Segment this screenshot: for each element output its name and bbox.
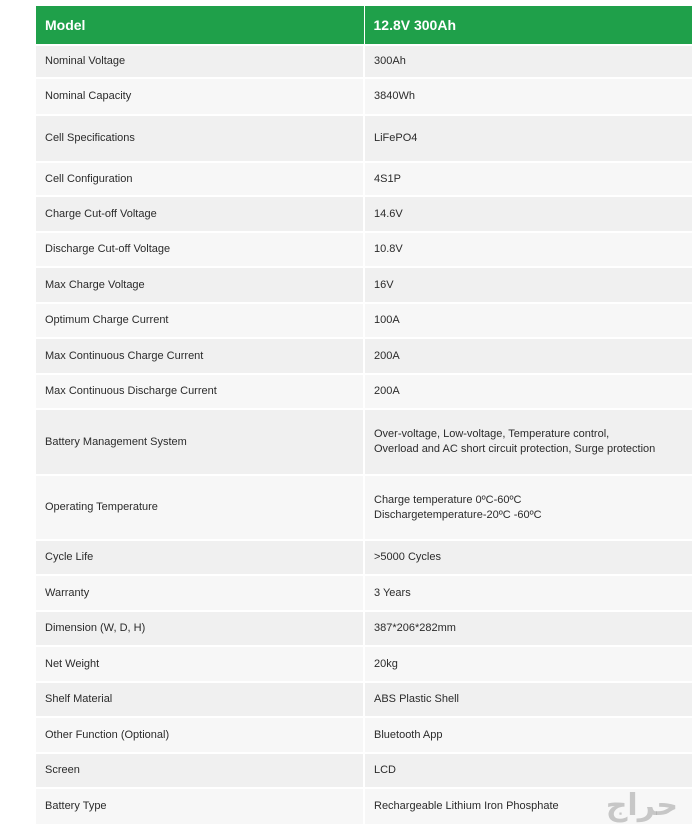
row-label: Dimension (W, D, H) — [36, 611, 364, 646]
table-row — [36, 717, 692, 753]
row-value — [364, 409, 692, 475]
row-value: >5000 Cycles — [364, 540, 692, 575]
table-row — [36, 338, 692, 374]
table-row — [36, 575, 692, 611]
row-value: 3840Wh — [364, 78, 692, 115]
row-label: Cell Specifications — [36, 115, 364, 162]
row-value: 300Ah — [364, 45, 692, 78]
row-label: Discharge Cut-off Voltage — [36, 232, 364, 267]
row-value: 14.6V — [364, 196, 692, 232]
row-value: LiFePO4 — [364, 115, 692, 162]
table-row — [36, 45, 692, 78]
row-label: Nominal Voltage — [36, 45, 364, 78]
table-row — [36, 196, 692, 232]
table-row — [36, 682, 692, 717]
row-label: Cycle Life — [36, 540, 364, 575]
table-row — [36, 374, 692, 409]
row-label: Screen — [36, 753, 364, 788]
table-row — [36, 267, 692, 303]
row-label: Max Charge Voltage — [36, 267, 364, 303]
row-label: Charge Cut-off Voltage — [36, 196, 364, 232]
row-value: Rechargeable Lithium Iron Phosphate — [364, 788, 692, 824]
row-label: Max Continuous Charge Current — [36, 338, 364, 374]
row-value: 10.8V — [364, 232, 692, 267]
row-value: Bluetooth App — [364, 717, 692, 753]
watermark-logo: حراج — [605, 788, 678, 823]
row-value: 200A — [364, 374, 692, 409]
spec-table — [36, 6, 692, 824]
table-row — [36, 753, 692, 788]
row-label: Net Weight — [36, 646, 364, 682]
row-label: Nominal Capacity — [36, 78, 364, 115]
row-value: 200A — [364, 338, 692, 374]
row-label: Battery Type — [36, 788, 364, 824]
row-value: ABS Plastic Shell — [364, 682, 692, 717]
row-label: Operating Temperature — [36, 475, 364, 540]
row-value: 4S1P — [364, 162, 692, 196]
row-label: Battery Management System — [36, 409, 364, 475]
table-row — [36, 232, 692, 267]
table-row — [36, 78, 692, 115]
table-row — [36, 303, 692, 338]
table-row — [36, 409, 692, 475]
table-row — [36, 115, 692, 162]
row-label: Optimum Charge Current — [36, 303, 364, 338]
header-model-value: 12.8V 300Ah — [364, 6, 692, 45]
row-value: 387*206*282mm — [364, 611, 692, 646]
row-value: 3 Years — [364, 575, 692, 611]
row-value: 100A — [364, 303, 692, 338]
row-value: 16V — [364, 267, 692, 303]
row-value-line: Dischargetemperature-20ºC -60ºC — [374, 508, 542, 521]
header-model-label: Model — [36, 6, 364, 45]
row-label: Warranty — [36, 575, 364, 611]
row-value-line: Overload and AC short circuit protection, Surge protection — [374, 443, 656, 455]
row-value-line: Over-voltage, Low-voltage, Temperature control, — [374, 428, 610, 440]
row-label: Cell Configuration — [36, 162, 364, 196]
table-row — [36, 788, 692, 824]
row-label: Shelf Material — [36, 682, 364, 717]
table-header-row — [36, 6, 692, 45]
row-value-line: Charge temperature 0ºC-60ºC — [374, 493, 522, 506]
table-row — [36, 646, 692, 682]
table-row — [36, 540, 692, 575]
table-row — [36, 611, 692, 646]
row-value: LCD — [364, 753, 692, 788]
table-row — [36, 162, 692, 196]
row-value — [364, 475, 692, 540]
table-row — [36, 475, 692, 540]
row-label: Other Function (Optional) — [36, 717, 364, 753]
row-value: 20kg — [364, 646, 692, 682]
row-label: Max Continuous Discharge Current — [36, 374, 364, 409]
